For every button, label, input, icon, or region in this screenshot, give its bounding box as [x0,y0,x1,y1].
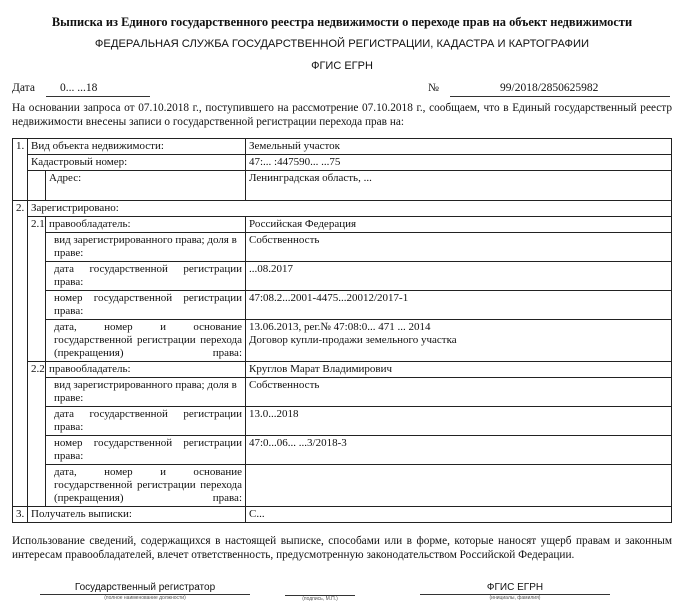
table-row [13,217,672,233]
date-underline [46,96,150,97]
table-row [13,291,672,320]
signature-sign [285,582,355,602]
date-value: ...08.2017 [246,262,672,291]
date-label: Дата [12,82,35,94]
regnum-label: номер государственной регистрации права: [46,291,246,320]
holder-value: Круглов Марат Владимирович [246,362,672,378]
holder-number: 2.2 [28,362,46,507]
registered-label: Зарегистрировано: [28,201,672,217]
recipient-label: Получатель выписки: [28,507,246,523]
basis-label: дата, номер и основание государственной регистрации перехода (прекращения) права: [46,320,246,362]
intro-paragraph: На основании запроса от 07.10.2018 г., поступившего на рассмотрение 07.10.2018 г., сообщаем, что в Единый государственный реестр недвижимости внесены записи о государственной регистрации перехода прав на: [12,102,672,128]
document-title: Выписка из Единого государственного реестра недвижимости о переходе прав на объект недвижимости [51,15,633,29]
table-row [13,139,672,155]
signature-name [420,582,610,601]
table-row [13,465,672,507]
right-label: вид зарегистрированного права; доля в праве: [46,233,246,262]
holder-number: 2.1 [28,217,46,362]
date-field [60,82,156,94]
regnum-label: номер государственной регистрации права: [46,436,246,465]
table-row [13,362,672,378]
date-label: дата государственной регистрации права: [46,407,246,436]
table-row [13,407,672,436]
transfer-table [12,138,672,523]
address-value: Ленинградская область, ... [246,171,672,201]
number-value: 99/2018/2850625982 [500,82,599,94]
basis-label: дата, номер и основание государственной регистрации перехода (прекращения) права: [46,465,246,507]
table-row [13,171,672,201]
basis-value [246,465,672,507]
cadastral-value: 47:... :447590... ...75 [246,155,672,171]
footer-notice: Использование сведений, содержащихся в настоящей выписке, способами или в форме, которые наносят ущерб правам и законным интересам правообладателей, влечет ответственность, предусмотренную законодательством Российской Федерации. [12,535,672,561]
holder-label: правообладатель: [46,362,246,378]
regnum-value: 47:08.2...2001-4475...20012/2017-1 [246,291,672,320]
table-row [13,262,672,291]
table-row [13,201,672,217]
number-underline [450,96,670,97]
holder-label: правообладатель: [46,217,246,233]
agency-name: ФЕДЕРАЛЬНАЯ СЛУЖБА ГОСУДАРСТВЕННОЙ РЕГИСТРАЦИИ, КАДАСТРА И КАРТОГРАФИИ [94,38,590,50]
right-value: Собственность [246,378,672,407]
recipient-value: С... [246,507,672,523]
right-label: вид зарегистрированного права; доля в праве: [46,378,246,407]
address-label: Адрес: [46,171,246,201]
holder-value: Российская Федерация [246,217,672,233]
table-row [13,507,672,523]
basis-value-line: 13.06.2013, рег.№ 47:08:0... 471 ... 2014 [249,321,431,333]
cadastral-label: Кадастровый номер: [28,155,246,171]
signature-role-text: Государственный регистратор [74,582,216,593]
signature-name-text: ФГИС ЕГРН [486,582,544,593]
number-field [500,82,670,94]
date-label: дата государственной регистрации права: [46,262,246,291]
table-row [13,155,672,171]
table-row [13,436,672,465]
row-number: 1. [13,139,28,201]
object-type-label: Вид объекта недвижимости: [28,139,246,155]
right-value: Собственность [246,233,672,262]
table-row [13,320,672,362]
regnum-value: 47:0...06... ...3/2018-3 [246,436,672,465]
signature-role [40,582,250,601]
row-number: 3. [13,507,28,523]
signature-role-caption: (полное наименование должности) [40,594,250,601]
row-number: 2. [13,201,28,507]
date-value: 0... ...18 [60,82,98,94]
table-row [13,378,672,407]
signature-name-caption: (инициалы, фамилия) [420,594,610,601]
object-type-value: Земельный участок [246,139,672,155]
basis-value-line: Договор купли-продажи земельного участка [249,334,457,346]
number-label: № [428,82,439,94]
table-row [13,233,672,262]
basis-value [246,320,672,362]
signature-sign-caption: (подпись, М.П.) [285,595,355,602]
system-name: ФГИС ЕГРН [311,60,373,72]
date-value: 13.0...2018 [246,407,672,436]
